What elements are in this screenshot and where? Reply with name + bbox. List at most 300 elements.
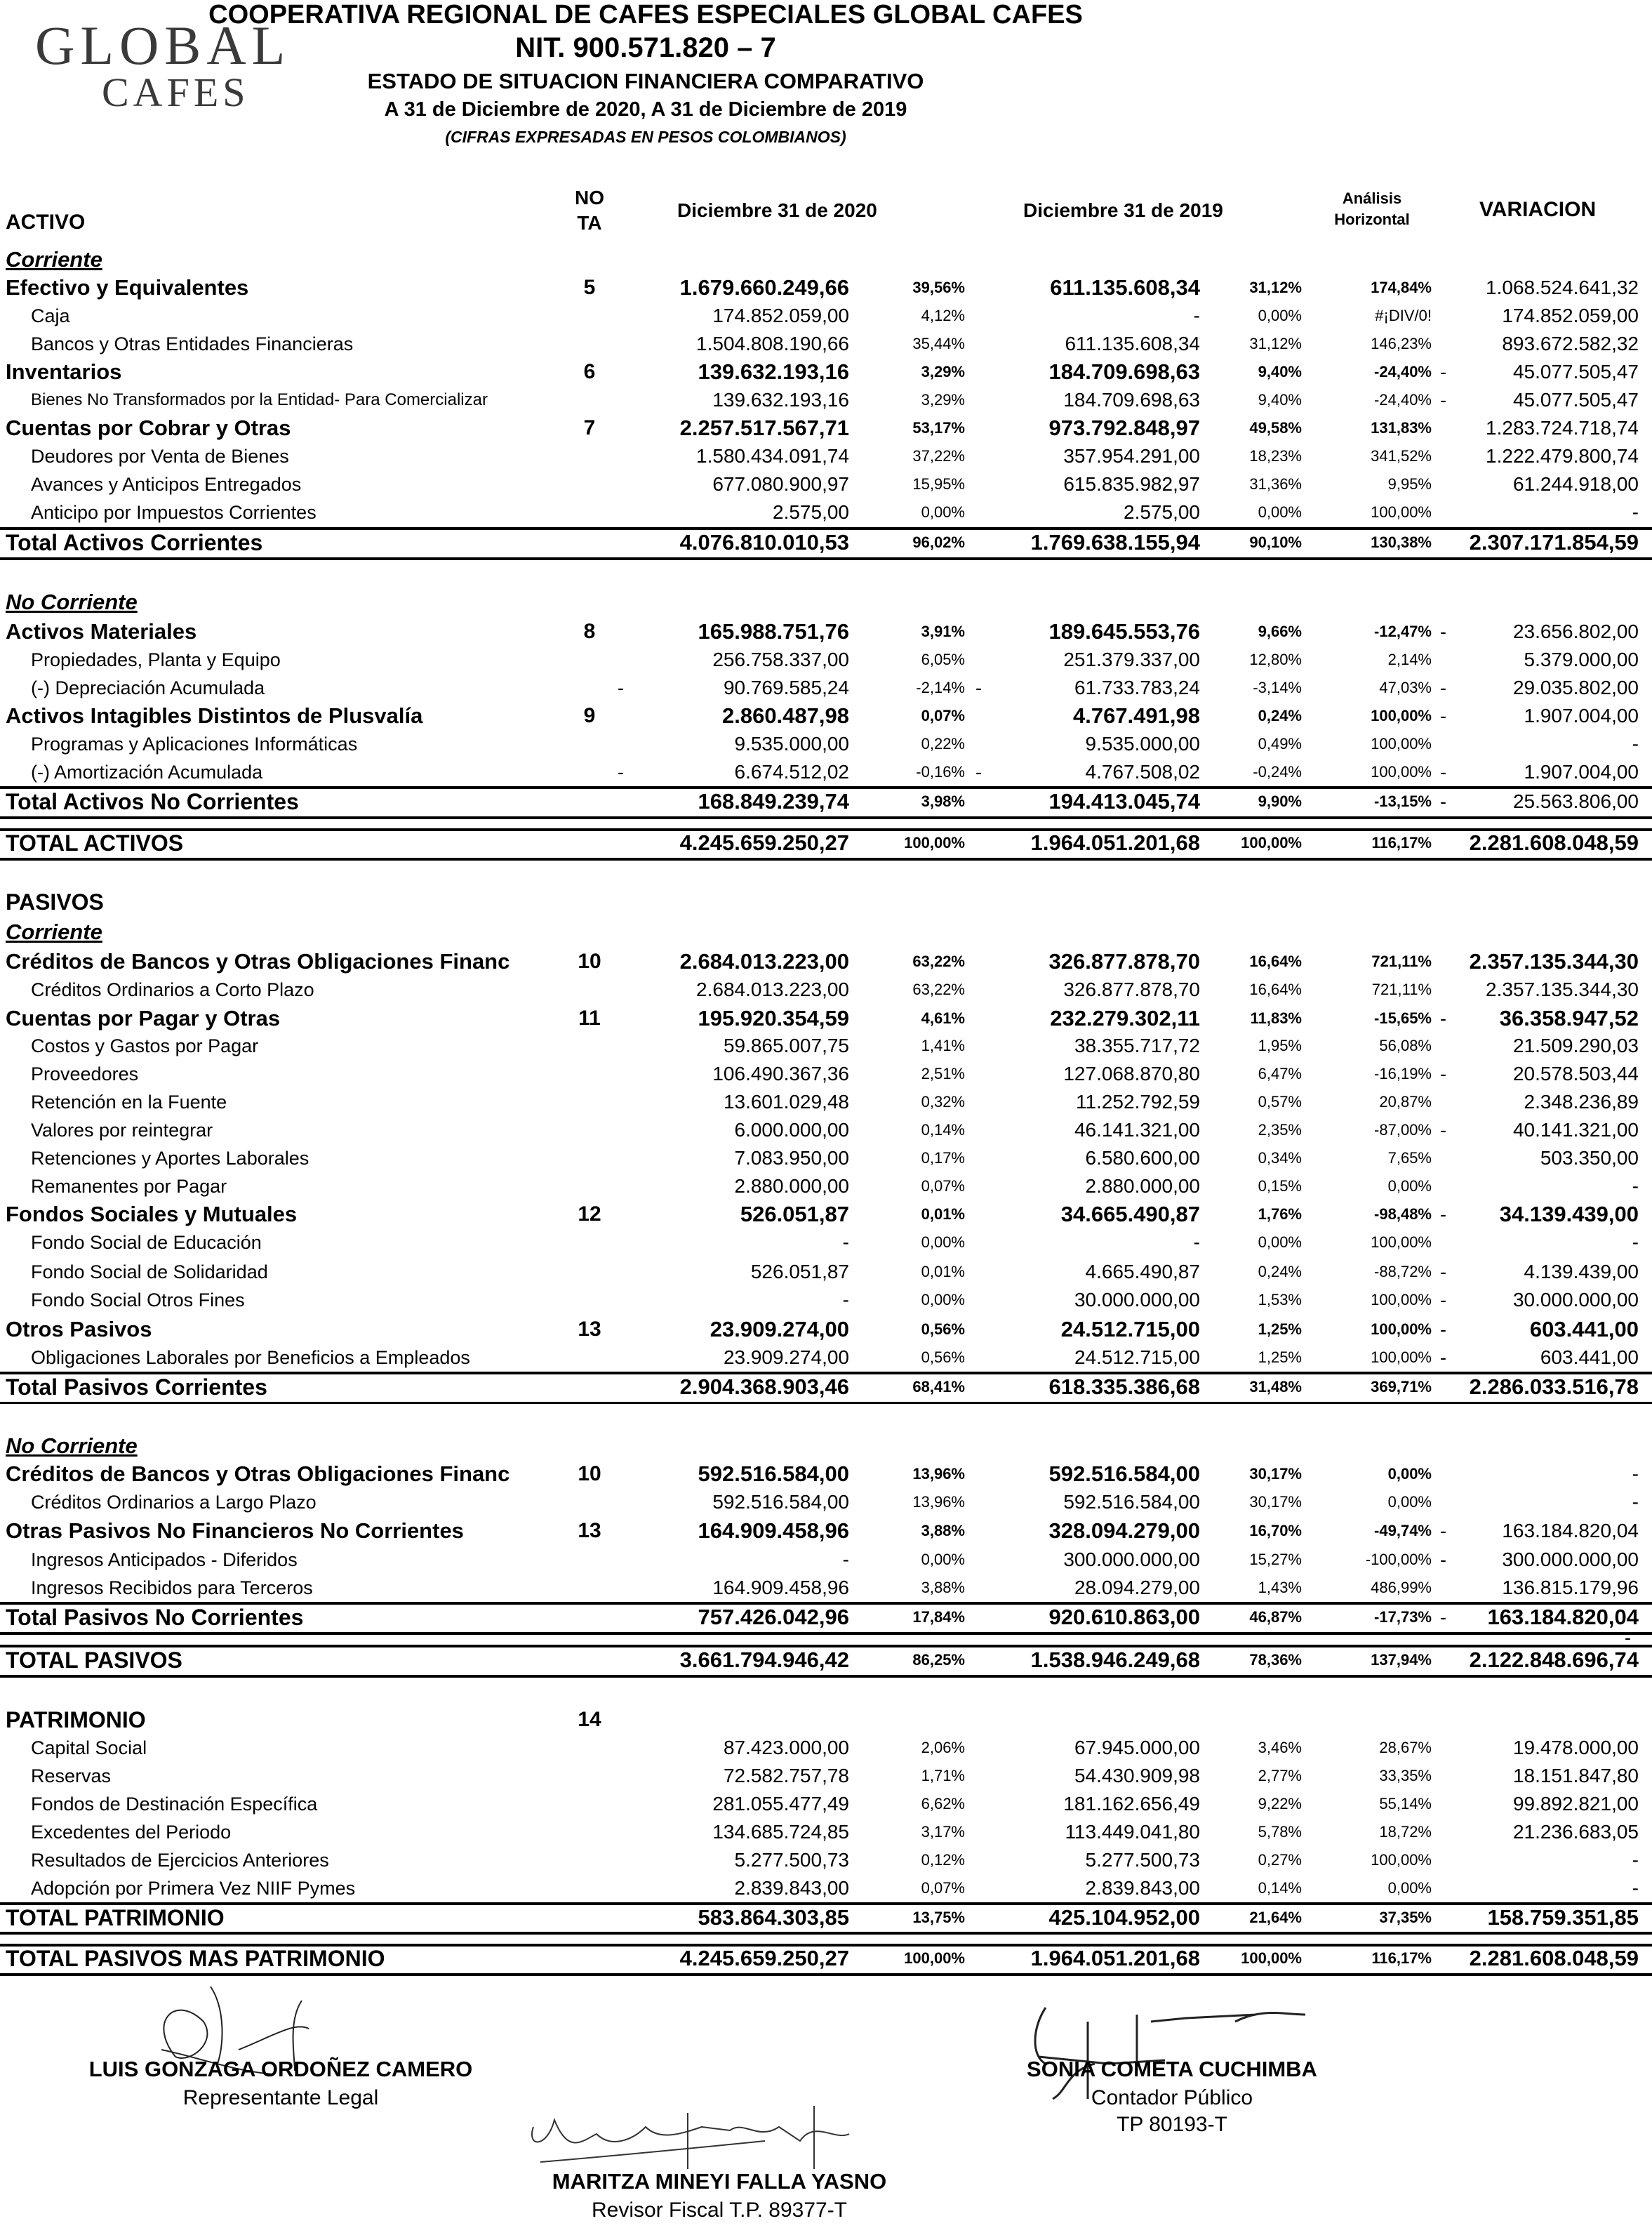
percent-2020: 0,56% <box>921 1320 965 1338</box>
percent-2020: -0,16% <box>916 763 965 781</box>
variation-value: - <box>1632 733 1639 755</box>
negative-sign: - <box>1440 621 1446 642</box>
negative-sign: - <box>1440 1204 1446 1225</box>
table-row <box>0 976 1652 1004</box>
table-row <box>0 302 1652 330</box>
percent-2020: 3,88% <box>921 1579 965 1596</box>
value-2020: 526.051,87 <box>740 1202 849 1226</box>
total-row <box>0 1646 1652 1674</box>
horizontal-analysis: 28,67% <box>1379 1739 1432 1756</box>
table-row <box>0 1315 1652 1344</box>
percent-2019: 0,57% <box>1258 1093 1302 1110</box>
variation-value: 893.672.582,32 <box>1502 333 1639 354</box>
value-2019: 28.094.279,00 <box>1074 1577 1200 1598</box>
percent-2020: 0,00% <box>921 1291 965 1308</box>
total-row <box>0 788 1652 816</box>
value-2020: 9.535.000,00 <box>734 733 849 755</box>
percent-2020: 17,84% <box>912 1608 965 1626</box>
percent-2019: 5,78% <box>1258 1823 1302 1841</box>
rule-line <box>0 858 1652 861</box>
horizontal-analysis: 137,94% <box>1371 1651 1432 1669</box>
row-label: TOTAL PASIVOS <box>6 1647 182 1673</box>
row-label: Excedentes del Periodo <box>31 1822 232 1843</box>
value-2019: 1.964.051.201,68 <box>1030 1946 1200 1970</box>
value-2019: 232.279.302,11 <box>1050 1006 1200 1030</box>
column-header-activo: ACTIVO <box>6 211 86 234</box>
percent-2019: 0,00% <box>1258 503 1302 521</box>
horizontal-analysis: 100,00% <box>1371 763 1432 781</box>
row-label: Fondo Social de Solidaridad <box>31 1261 268 1282</box>
value-2019: 592.516.584,00 <box>1063 1491 1200 1513</box>
percent-2020: 0,12% <box>921 1851 965 1869</box>
section-heading <box>0 888 1652 916</box>
negative-sign: - <box>1440 1319 1446 1340</box>
percent-2019: 9,90% <box>1258 793 1302 810</box>
row-note-number: 13 <box>578 1519 601 1542</box>
table-row <box>0 1846 1652 1874</box>
row-label: TOTAL PATRIMONIO <box>6 1905 225 1930</box>
percent-2019: 1,25% <box>1258 1348 1302 1366</box>
value-2019: 618.335.386,68 <box>1048 1374 1200 1399</box>
negative-sign: - <box>1440 677 1446 698</box>
horizontal-analysis: -87,00% <box>1374 1121 1432 1139</box>
signature-scribble-maritza <box>519 2099 884 2169</box>
table-row <box>0 1228 1652 1256</box>
percent-2020: 1,41% <box>921 1037 965 1054</box>
value-2019: 611.135.608,34 <box>1050 275 1200 300</box>
horizontal-analysis: 369,71% <box>1371 1378 1432 1395</box>
percent-2019: 31,12% <box>1249 279 1302 296</box>
value-2020: 5.277.500,73 <box>734 1849 849 1871</box>
percent-2019: 1,53% <box>1258 1291 1302 1308</box>
value-2019: 4.767.491,98 <box>1072 703 1200 728</box>
negative-sign: - <box>1440 1347 1446 1368</box>
percent-2019: 78,36% <box>1249 1651 1302 1669</box>
row-label: Inventarios <box>6 359 122 384</box>
logo-text-global: GLOBAL <box>35 15 291 76</box>
table-row <box>0 1144 1652 1172</box>
value-2019: 611.135.608,34 <box>1065 333 1200 354</box>
row-label: Corriente <box>6 920 102 944</box>
signer-name: MARITZA MINEYI FALLA YASNO <box>552 2169 887 2194</box>
row-label: Total Pasivos Corrientes <box>6 1374 267 1400</box>
row-note-number: 11 <box>578 1007 601 1030</box>
value-2020: 106.490.367,36 <box>712 1063 849 1085</box>
percent-2019: 100,00% <box>1241 1949 1302 1967</box>
table-row <box>0 1874 1652 1902</box>
percent-2019: 2,35% <box>1258 1121 1302 1139</box>
horizontal-analysis: -49,74% <box>1374 1522 1432 1539</box>
value-2019: 328.094.279,00 <box>1048 1518 1200 1543</box>
horizontal-analysis: 9,95% <box>1387 475 1432 493</box>
variation-value: 2.286.033.516,78 <box>1469 1374 1639 1399</box>
negative-sign: - <box>975 762 982 783</box>
variation-value: 2.348.236,89 <box>1524 1091 1639 1113</box>
horizontal-analysis: 100,00% <box>1371 1233 1432 1251</box>
percent-2020: 3,91% <box>921 623 965 640</box>
percent-2019: 100,00% <box>1241 834 1302 851</box>
value-2020: 23.909.274,00 <box>710 1317 849 1341</box>
horizontal-analysis: 100,00% <box>1371 707 1432 724</box>
percent-2020: 4,61% <box>921 1009 965 1027</box>
table-row <box>0 674 1652 702</box>
value-2020: 2.684.013.223,00 <box>679 949 849 974</box>
row-label: Total Pasivos No Corrientes <box>6 1605 304 1630</box>
percent-2019: 0,24% <box>1258 707 1302 724</box>
currency-note: (CIFRAS EXPRESADAS EN PESOS COLOMBIANOS) <box>445 128 846 146</box>
value-2020: 6.000.000,00 <box>734 1119 849 1141</box>
percent-2020: 0,07% <box>921 1177 965 1195</box>
value-2020: 1.504.808.190,66 <box>696 333 849 354</box>
value-2020: 592.516.584,00 <box>698 1461 849 1486</box>
row-label: Créditos Ordinarios a Corto Plazo <box>31 979 314 1000</box>
table-row <box>0 414 1652 442</box>
table-row <box>0 1258 1652 1286</box>
signature-block-revisor-fiscal <box>456 2169 982 2222</box>
variation-value: 40.141.321,00 <box>1512 1119 1639 1141</box>
variation-value: 136.815.179,96 <box>1502 1577 1639 1598</box>
value-2020: 592.516.584,00 <box>712 1491 849 1513</box>
table-row <box>0 1344 1652 1372</box>
value-2019: 300.000.000,00 <box>1063 1549 1200 1570</box>
row-label: Fondo Social de Educación <box>31 1232 262 1253</box>
row-label: Otras Pasivos No Financieros No Corrientes <box>6 1518 464 1543</box>
horizontal-analysis: -16,19% <box>1374 1065 1432 1082</box>
row-label: Remanentes por Pagar <box>31 1176 227 1197</box>
horizontal-analysis: 100,00% <box>1371 1348 1432 1366</box>
rule-line <box>0 1645 1652 1647</box>
horizontal-analysis: #¡DIV/0! <box>1375 307 1432 324</box>
table-row <box>0 1116 1652 1144</box>
negative-sign: - <box>1440 1063 1446 1085</box>
total-row <box>0 529 1652 557</box>
table-row <box>0 386 1652 414</box>
value-2020: 256.758.337,00 <box>712 649 849 670</box>
value-2020: 526.051,87 <box>750 1261 849 1282</box>
percent-2019: 9,40% <box>1258 391 1302 409</box>
total-row <box>0 1904 1652 1932</box>
value-2020: 164.909.458,96 <box>712 1577 849 1598</box>
variation-value: 158.759.351,85 <box>1487 1905 1639 1930</box>
table-row <box>0 646 1652 674</box>
row-label: Fondos Sociales y Mutuales <box>6 1202 298 1226</box>
negative-sign: - <box>975 677 982 698</box>
total-row <box>0 829 1652 857</box>
value-2019: 184.709.698,63 <box>1063 389 1200 411</box>
value-2020: 2.860.487,98 <box>721 703 849 728</box>
table-row <box>0 1004 1652 1033</box>
row-label: Efectivo y Equivalentes <box>6 275 249 300</box>
row-label: Bienes No Transformados por la Entidad- Para Comercializar <box>31 390 488 409</box>
negative-sign: - <box>1440 791 1446 812</box>
variation-value: 21.236.683,05 <box>1512 1821 1639 1843</box>
horizontal-analysis: 33,35% <box>1379 1767 1432 1784</box>
value-2020: 2.880.000,00 <box>734 1175 849 1197</box>
percent-2019: 31,36% <box>1249 475 1302 493</box>
value-2019: 184.709.698,63 <box>1048 359 1200 384</box>
negative-sign: - <box>1440 362 1446 383</box>
percent-2019: 46,87% <box>1249 1608 1302 1626</box>
variation-value: 5.379.000,00 <box>1524 649 1639 670</box>
value-2020: 2.257.517.567,71 <box>679 416 849 440</box>
variation-value: 1.222.479.800,74 <box>1486 445 1639 467</box>
column-header-dic-2020: Diciembre 31 de 2020 <box>677 199 877 221</box>
value-2019: 1.964.051.201,68 <box>1030 830 1200 855</box>
percent-2019: 16,64% <box>1249 981 1302 998</box>
row-note-number: 10 <box>578 1462 601 1485</box>
variation-value: 2.122.848.696,74 <box>1469 1647 1639 1672</box>
rule-line <box>0 1675 1652 1678</box>
percent-2019: 9,66% <box>1258 623 1302 640</box>
value-2019: 2.880.000,00 <box>1085 1175 1200 1197</box>
value-2019: 194.413.045,74 <box>1048 789 1200 814</box>
value-2020: 23.909.274,00 <box>723 1346 849 1368</box>
column-header-nota-line2: TA <box>577 212 602 234</box>
percent-2020: 0,07% <box>921 1879 965 1897</box>
percent-2020: 68,41% <box>912 1378 965 1395</box>
row-label: Total Activos No Corrientes <box>6 789 299 814</box>
table-row <box>0 470 1652 498</box>
table-row <box>0 730 1652 758</box>
value-2019: 6.580.600,00 <box>1085 1147 1200 1169</box>
percent-2020: 6,62% <box>921 1795 965 1812</box>
row-note-number: 5 <box>583 276 596 299</box>
variation-value: 1.068.524.641,32 <box>1486 277 1639 298</box>
signature-block-representante-legal <box>35 2057 526 2110</box>
column-header-analisis-horizontal <box>1319 188 1425 230</box>
table-row <box>0 948 1652 976</box>
variation-value: 2.281.608.048,59 <box>1469 1946 1639 1970</box>
value-2019: 4.767.508,02 <box>1085 761 1200 783</box>
rule-line <box>0 1602 1652 1605</box>
percent-2020: 37,22% <box>912 447 965 465</box>
percent-2020: 0,07% <box>921 707 965 724</box>
row-label: Valores por reintegrar <box>31 1120 213 1141</box>
column-header-nota <box>570 185 609 236</box>
variation-value: 30.000.000,00 <box>1512 1289 1639 1311</box>
table-row <box>0 1546 1652 1574</box>
rule-line <box>0 527 1652 530</box>
variation-value: - <box>1632 1231 1639 1253</box>
variation-value: 163.184.820,04 <box>1487 1605 1639 1629</box>
row-label: Total Activos Corrientes <box>6 530 263 555</box>
row-label: Créditos de Bancos y Otras Obligaciones Financ <box>6 1461 510 1486</box>
variation-value: 300.000.000,00 <box>1502 1549 1639 1570</box>
value-2020: 757.426.042,96 <box>698 1605 849 1629</box>
percent-2020: 0,14% <box>921 1121 965 1139</box>
value-2019: 425.104.952,00 <box>1048 1905 1200 1930</box>
value-2019: - <box>1193 1231 1200 1253</box>
table-row <box>0 1200 1652 1228</box>
horizontal-analysis: 2,14% <box>1387 651 1432 668</box>
horizontal-analysis: 18,72% <box>1379 1823 1432 1841</box>
percent-2019: 16,64% <box>1249 953 1302 970</box>
percent-2020: 15,95% <box>912 475 965 493</box>
variation-value: 174.852.059,00 <box>1502 305 1639 326</box>
variation-value: 1.907.004,00 <box>1524 705 1639 727</box>
percent-2020: 3,29% <box>921 391 965 409</box>
horizontal-analysis: -24,40% <box>1374 363 1432 380</box>
horizontal-analysis: 0,00% <box>1387 1177 1432 1195</box>
percent-2019: 49,58% <box>1249 419 1302 437</box>
percent-2019: -3,14% <box>1253 679 1302 696</box>
table-row <box>0 1488 1652 1516</box>
variation-value: - <box>1632 501 1639 523</box>
horizontal-analysis: 20,87% <box>1379 1093 1432 1110</box>
percent-2020: -2,14% <box>916 679 965 696</box>
value-2019: 189.645.553,76 <box>1048 619 1200 644</box>
table-row <box>0 618 1652 646</box>
signer-role: Representante Legal <box>182 2086 379 2109</box>
rule-line <box>0 1973 1652 1976</box>
row-label: Programas y Aplicaciones Informáticas <box>31 734 358 755</box>
percent-2020: 0,32% <box>921 1093 965 1110</box>
value-2020: 677.080.900,97 <box>712 473 849 495</box>
row-label: Otros Pasivos <box>6 1317 152 1341</box>
percent-2020: 13,96% <box>912 1465 965 1483</box>
value-2020: 4.245.659.250,27 <box>679 830 849 855</box>
section-heading <box>0 1706 1652 1734</box>
percent-2020: 3,17% <box>921 1823 965 1841</box>
percent-2019: 1,76% <box>1258 1205 1302 1223</box>
signer-name: SONIA COMETA CUCHIMBA <box>1027 2057 1317 2081</box>
variation-value: 4.139.439,00 <box>1524 1261 1639 1282</box>
percent-2019: 1,43% <box>1258 1579 1302 1596</box>
value-2020: 281.055.477,49 <box>712 1793 849 1815</box>
variation-value: 603.441,00 <box>1529 1317 1639 1341</box>
horizontal-analysis: 100,00% <box>1371 735 1432 752</box>
horizontal-analysis: -13,15% <box>1374 793 1432 810</box>
negative-sign: - <box>1440 1261 1446 1282</box>
percent-2020: 2,51% <box>921 1065 965 1082</box>
percent-2020: 6,05% <box>921 651 965 668</box>
table-row <box>0 1818 1652 1846</box>
value-2020: 2.839.843,00 <box>734 1877 849 1899</box>
negative-sign: - <box>1440 1120 1446 1141</box>
negative-sign: - <box>618 762 624 783</box>
value-2020: 3.661.794.946,42 <box>679 1647 849 1672</box>
value-2020: 165.988.751,76 <box>698 619 849 644</box>
variation-value: 29.035.802,00 <box>1512 677 1639 698</box>
row-label: PASIVOS <box>6 889 104 915</box>
signer-role: Revisor Fiscal T.P. 89377-T <box>591 2199 848 2222</box>
negative-sign: - <box>1440 1520 1446 1541</box>
horizontal-analysis: -98,48% <box>1374 1205 1432 1223</box>
row-label: Cuentas por Cobrar y Otras <box>6 416 291 440</box>
row-label: TOTAL PASIVOS MAS PATRIMONIO <box>6 1946 385 1971</box>
value-2020: 72.582.757,78 <box>723 1765 849 1786</box>
percent-2019: 3,46% <box>1258 1739 1302 1756</box>
signer-license: TP 80193-T <box>1117 2113 1227 2136</box>
negative-sign: - <box>1440 1008 1446 1029</box>
horizontal-analysis: -24,40% <box>1374 391 1432 409</box>
value-2020: 139.632.193,16 <box>698 359 849 384</box>
table-row <box>0 758 1652 786</box>
percent-2019: 0,24% <box>1258 1263 1302 1280</box>
table-row <box>0 358 1652 386</box>
percent-2019: 90,10% <box>1249 533 1302 551</box>
row-label: Ingresos Anticipados - Diferidos <box>31 1549 298 1570</box>
value-2020: 2.575,00 <box>773 501 849 523</box>
row-label: TOTAL ACTIVOS <box>6 830 184 856</box>
total-row <box>0 1603 1652 1631</box>
value-2020: 174.852.059,00 <box>712 305 849 326</box>
horizontal-analysis: 0,00% <box>1387 1493 1432 1511</box>
row-note-number: 10 <box>578 950 601 973</box>
negative-sign: - <box>1440 1289 1446 1311</box>
value-2019: 5.277.500,73 <box>1085 1849 1200 1871</box>
percent-2019: 31,12% <box>1249 335 1302 352</box>
percent-2020: 1,71% <box>921 1767 965 1784</box>
value-2020: 164.909.458,96 <box>698 1518 849 1543</box>
horizontal-analysis: 174,84% <box>1371 279 1432 296</box>
row-label: Bancos y Otras Entidades Financieras <box>31 333 354 354</box>
value-2019: 1.538.946.249,68 <box>1030 1647 1200 1672</box>
report-period: A 31 de Diciembre de 2020, A 31 de Diciembre de 2019 <box>384 98 907 121</box>
variation-value: - <box>1632 1463 1639 1485</box>
negative-sign: - <box>1440 705 1446 727</box>
table-row <box>0 442 1652 470</box>
row-note-number: 7 <box>583 416 596 439</box>
row-label: (-) Amortización Acumulada <box>31 762 263 783</box>
row-label: Cuentas por Pagar y Otras <box>6 1006 281 1030</box>
value-2020: 90.769.585,24 <box>723 677 849 698</box>
table-row <box>0 1762 1652 1790</box>
column-header-variacion: VARIACION <box>1479 198 1597 221</box>
value-2019: 30.000.000,00 <box>1074 1289 1200 1311</box>
variation-value: 20.578.503,44 <box>1512 1063 1639 1085</box>
horizontal-analysis: -88,72% <box>1374 1263 1432 1280</box>
value-2020: - <box>842 1549 849 1570</box>
row-note-number: 8 <box>583 620 596 643</box>
percent-2020: 96,02% <box>912 533 965 551</box>
value-2019: 24.512.715,00 <box>1060 1317 1200 1341</box>
value-2019: 181.162.656,49 <box>1063 1793 1200 1815</box>
negative-sign: - <box>1440 1549 1446 1570</box>
variation-value: 23.656.802,00 <box>1512 621 1639 642</box>
horizontal-analysis: 0,00% <box>1387 1879 1432 1897</box>
value-2019: 61.733.783,24 <box>1074 677 1200 698</box>
percent-2020: 13,75% <box>912 1909 965 1926</box>
negative-sign: - <box>1440 762 1446 783</box>
value-2019: 326.877.878,70 <box>1063 979 1200 1000</box>
row-label: Fondo Social Otros Fines <box>31 1289 245 1311</box>
percent-2020: 3,88% <box>921 1522 965 1539</box>
value-2019: 920.610.863,00 <box>1048 1605 1200 1629</box>
variation-value: 36.358.947,52 <box>1499 1006 1639 1030</box>
variation-value: - <box>1632 1175 1639 1197</box>
signer-name: LUIS GONZAGA ORDOÑEZ CAMERO <box>88 2057 473 2081</box>
horizontal-analysis: 486,99% <box>1371 1579 1432 1596</box>
horizontal-analysis: 116,17% <box>1371 1949 1432 1967</box>
row-label: Obligaciones Laborales por Beneficios a Empleados <box>31 1347 470 1368</box>
horizontal-analysis: 130,38% <box>1371 533 1432 551</box>
row-note-number: 14 <box>578 1708 601 1731</box>
rule-line <box>0 828 1652 831</box>
percent-2020: 0,56% <box>921 1348 965 1366</box>
percent-2019: -0,24% <box>1253 763 1302 781</box>
value-2019: 2.839.843,00 <box>1085 1877 1200 1899</box>
row-note-number: 6 <box>583 360 596 383</box>
row-label: Anticipo por Impuestos Corrientes <box>31 502 317 523</box>
row-label: Activos Materiales <box>6 619 197 644</box>
horizontal-analysis: 721,11% <box>1371 953 1432 970</box>
variation-value: 163.184.820,04 <box>1502 1520 1639 1541</box>
value-2020: 583.864.303,85 <box>698 1905 849 1930</box>
value-2020: 4.245.659.250,27 <box>679 1946 849 1970</box>
percent-2019: 12,80% <box>1249 651 1302 668</box>
horizontal-analysis: 7,65% <box>1387 1149 1432 1167</box>
